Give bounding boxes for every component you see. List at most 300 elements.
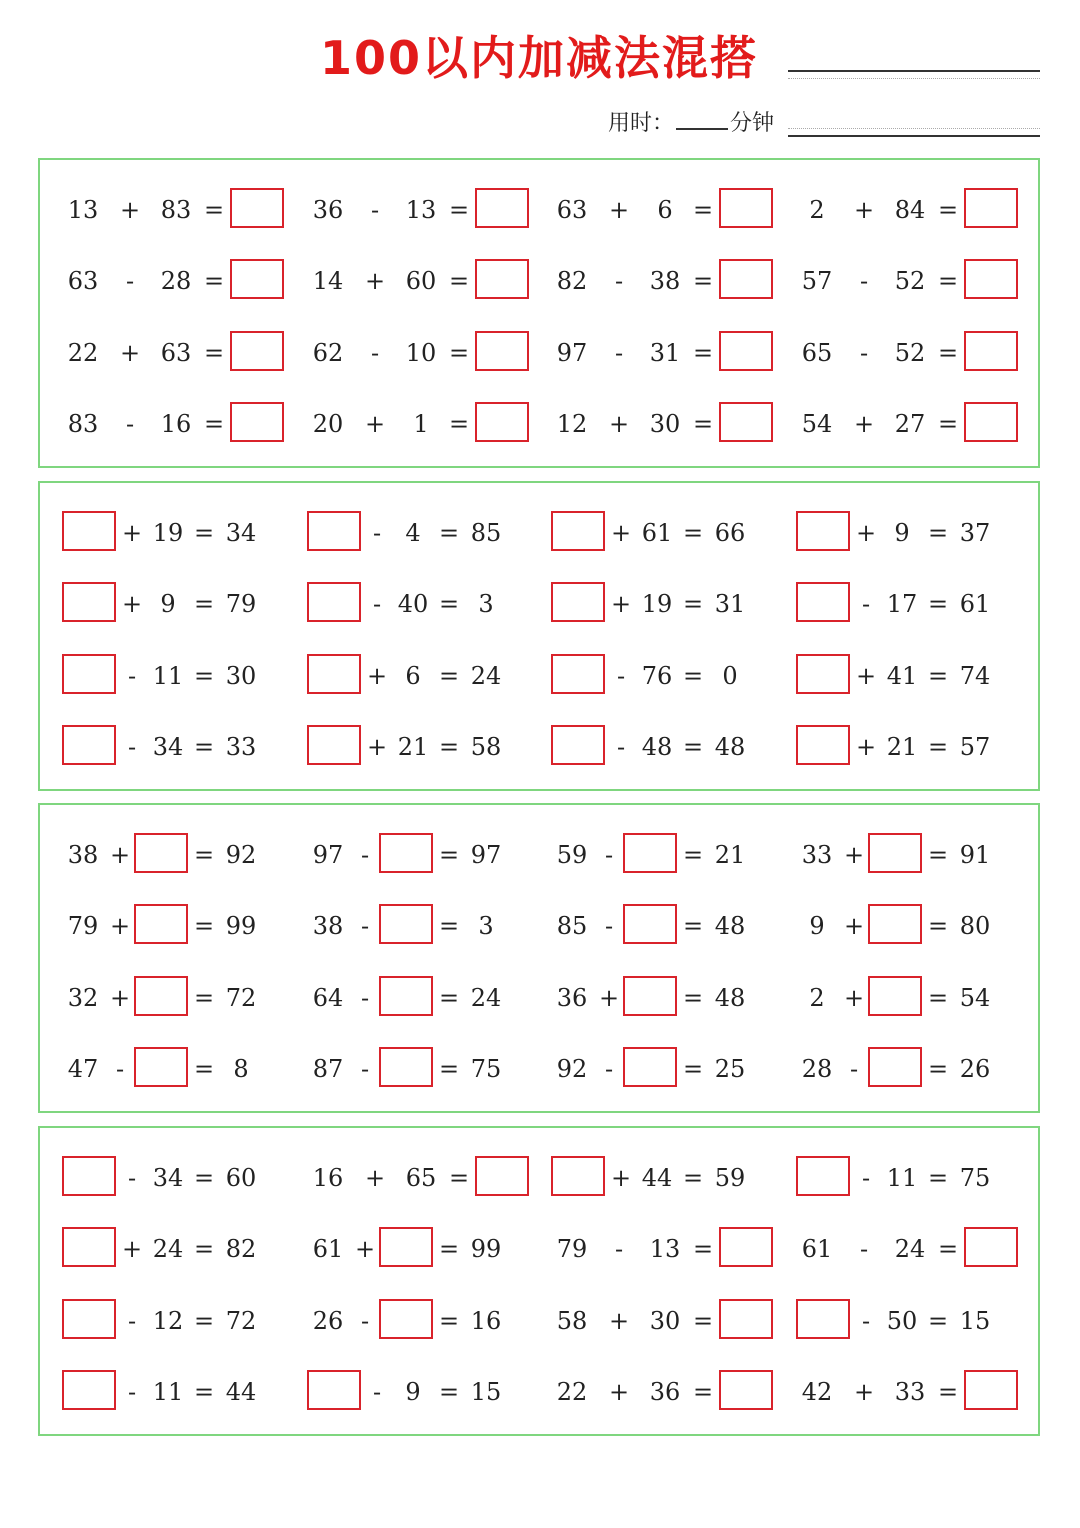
equals-sign: =	[927, 662, 949, 690]
answer-box[interactable]	[307, 511, 361, 551]
equation	[62, 582, 306, 626]
equation	[551, 1370, 795, 1414]
answer-box[interactable]	[307, 654, 361, 694]
operand-number: 57	[801, 267, 833, 295]
problem-row	[40, 511, 1038, 555]
problem-row	[40, 1156, 1038, 1200]
operand-number: 65	[801, 339, 833, 367]
answer-box[interactable]	[475, 188, 529, 228]
result-number: 26	[959, 1055, 991, 1083]
equals-sign: =	[927, 841, 949, 869]
equals-sign: =	[438, 590, 460, 618]
answer-box[interactable]	[964, 1370, 1018, 1410]
equals-sign: =	[682, 590, 704, 618]
operand-number: 79	[67, 912, 99, 940]
result-number: 74	[959, 662, 991, 690]
equation	[796, 1370, 1040, 1414]
operand-number: 87	[312, 1055, 344, 1083]
operand-number: 41	[886, 662, 918, 690]
operator: +	[121, 519, 143, 547]
page-title: 100以内加减法混搭	[320, 31, 759, 85]
operand-number: 52	[894, 339, 926, 367]
operator: +	[853, 196, 875, 224]
operator: +	[610, 590, 632, 618]
problem-section-2	[38, 481, 1040, 791]
operand-number: 60	[405, 267, 437, 295]
operand-number: 38	[67, 841, 99, 869]
problem-row	[40, 976, 1038, 1020]
result-number: 44	[225, 1378, 257, 1406]
result-number: 92	[225, 841, 257, 869]
equals-sign: =	[193, 1235, 215, 1263]
operator: -	[604, 1055, 614, 1083]
answer-box[interactable]	[134, 833, 188, 873]
answer-box[interactable]	[868, 1047, 922, 1087]
equation	[62, 259, 306, 303]
name-line[interactable]	[788, 70, 1040, 72]
answer-box[interactable]	[230, 402, 284, 442]
equation	[307, 833, 551, 877]
answer-box[interactable]	[475, 259, 529, 299]
result-number: 75	[959, 1164, 991, 1192]
equals-sign: =	[438, 519, 460, 547]
equation	[307, 654, 551, 698]
operand-number: 24	[152, 1235, 184, 1263]
operator: -	[859, 1235, 869, 1263]
equals-sign: =	[692, 1307, 714, 1335]
answer-box[interactable]	[623, 976, 677, 1016]
result-number: 75	[470, 1055, 502, 1083]
operator: -	[360, 841, 370, 869]
result-number: 21	[714, 841, 746, 869]
operand-number: 65	[405, 1164, 437, 1192]
result-number: 33	[225, 733, 257, 761]
operand-number: 9	[405, 1378, 421, 1406]
equation	[551, 1156, 795, 1200]
operand-number: 4	[405, 519, 421, 547]
equals-sign: =	[937, 267, 959, 295]
equals-sign: =	[927, 1055, 949, 1083]
answer-box[interactable]	[551, 654, 605, 694]
answer-box[interactable]	[379, 1227, 433, 1267]
equals-sign: =	[927, 1307, 949, 1335]
answer-box[interactable]	[230, 259, 284, 299]
problem-row	[40, 331, 1038, 375]
equals-sign: =	[682, 733, 704, 761]
equation	[307, 402, 551, 446]
operand-number: 38	[312, 912, 344, 940]
operand-number: 28	[160, 267, 192, 295]
problem-section-3	[38, 803, 1040, 1113]
equation	[62, 188, 306, 232]
operand-number: 36	[556, 984, 588, 1012]
answer-box[interactable]	[379, 833, 433, 873]
problem-row	[40, 1227, 1038, 1271]
operator: +	[366, 733, 388, 761]
result-number: 15	[959, 1307, 991, 1335]
answer-box[interactable]	[868, 833, 922, 873]
operator: +	[121, 1235, 143, 1263]
operand-number: 11	[886, 1164, 918, 1192]
answer-box[interactable]	[62, 654, 116, 694]
result-number: 79	[225, 590, 257, 618]
equals-sign: =	[193, 984, 215, 1012]
equation	[796, 582, 1040, 626]
equals-sign: =	[692, 339, 714, 367]
problem-section-1	[38, 158, 1040, 468]
equals-sign: =	[937, 339, 959, 367]
operand-number: 1	[413, 410, 429, 438]
answer-box[interactable]	[964, 1227, 1018, 1267]
operator: +	[364, 410, 386, 438]
answer-box[interactable]	[719, 331, 773, 371]
operator: +	[121, 590, 143, 618]
equals-sign: =	[193, 662, 215, 690]
answer-box[interactable]	[307, 725, 361, 765]
equation	[307, 188, 551, 232]
operator: -	[849, 1055, 859, 1083]
operand-number: 9	[894, 519, 910, 547]
answer-box[interactable]	[230, 331, 284, 371]
equals-sign: =	[193, 1164, 215, 1192]
operator: +	[354, 1235, 376, 1263]
operand-number: 13	[649, 1235, 681, 1263]
equation	[551, 511, 795, 555]
answer-box[interactable]	[134, 904, 188, 944]
equals-sign: =	[193, 1055, 215, 1083]
equation	[551, 259, 795, 303]
equation	[307, 725, 551, 769]
equals-sign: =	[682, 984, 704, 1012]
operator: +	[364, 267, 386, 295]
equals-sign: =	[937, 196, 959, 224]
equation	[62, 833, 306, 877]
operator: -	[372, 519, 382, 547]
equation	[551, 1047, 795, 1091]
equals-sign: =	[937, 410, 959, 438]
result-number: 80	[959, 912, 991, 940]
operand-number: 13	[405, 196, 437, 224]
equals-sign: =	[448, 267, 470, 295]
operator: +	[109, 912, 131, 940]
equation	[796, 1227, 1040, 1271]
equation	[307, 904, 551, 948]
operand-number: 61	[641, 519, 673, 547]
operand-number: 28	[801, 1055, 833, 1083]
answer-box[interactable]	[379, 976, 433, 1016]
answer-box[interactable]	[719, 1370, 773, 1410]
answer-box[interactable]	[551, 511, 605, 551]
operand-number: 6	[405, 662, 421, 690]
answer-box[interactable]	[719, 1299, 773, 1339]
operand-number: 30	[649, 410, 681, 438]
equation	[62, 1227, 306, 1271]
operator: +	[855, 519, 877, 547]
result-number: 54	[959, 984, 991, 1012]
answer-box[interactable]	[307, 1370, 361, 1410]
answer-box[interactable]	[230, 188, 284, 228]
operator: +	[109, 841, 131, 869]
result-number: 48	[714, 733, 746, 761]
operand-number: 63	[67, 267, 99, 295]
operand-number: 36	[649, 1378, 681, 1406]
result-number: 24	[470, 984, 502, 1012]
equation	[796, 725, 1040, 769]
operand-number: 20	[312, 410, 344, 438]
operator: -	[360, 1055, 370, 1083]
answer-box[interactable]	[796, 1299, 850, 1339]
operand-number: 82	[556, 267, 588, 295]
equals-sign: =	[193, 519, 215, 547]
answer-box[interactable]	[551, 1156, 605, 1196]
operator: -	[616, 733, 626, 761]
equation	[62, 725, 306, 769]
answer-box[interactable]	[62, 1227, 116, 1267]
equation	[62, 1047, 306, 1091]
equation	[62, 976, 306, 1020]
equals-sign: =	[692, 267, 714, 295]
operand-number: 22	[67, 339, 99, 367]
equals-sign: =	[927, 912, 949, 940]
equation	[551, 725, 795, 769]
answer-box[interactable]	[551, 582, 605, 622]
answer-box[interactable]	[475, 402, 529, 442]
operand-number: 24	[894, 1235, 926, 1263]
answer-box[interactable]	[379, 1047, 433, 1087]
answer-box[interactable]	[964, 188, 1018, 228]
time-label: 用时：	[608, 111, 675, 136]
operand-number: 16	[312, 1164, 344, 1192]
answer-box[interactable]	[134, 976, 188, 1016]
operator: -	[614, 1235, 624, 1263]
answer-box[interactable]	[719, 402, 773, 442]
operand-number: 9	[160, 590, 176, 618]
operand-number: 26	[312, 1307, 344, 1335]
equation	[551, 331, 795, 375]
operand-number: 84	[894, 196, 926, 224]
answer-box[interactable]	[62, 511, 116, 551]
problem-row	[40, 402, 1038, 446]
equation	[796, 188, 1040, 232]
result-number: 37	[959, 519, 991, 547]
operator: +	[853, 1378, 875, 1406]
equals-sign: =	[438, 841, 460, 869]
operand-number: 31	[649, 339, 681, 367]
equation	[551, 833, 795, 877]
equation	[307, 1047, 551, 1091]
answer-box[interactable]	[623, 1047, 677, 1087]
operator: -	[861, 1164, 871, 1192]
answer-box[interactable]	[796, 582, 850, 622]
operand-number: 85	[556, 912, 588, 940]
result-number: 25	[714, 1055, 746, 1083]
equals-sign: =	[682, 662, 704, 690]
operand-number: 27	[894, 410, 926, 438]
operand-number: 11	[152, 662, 184, 690]
equals-sign: =	[438, 733, 460, 761]
equals-sign: =	[692, 1378, 714, 1406]
operator: +	[364, 1164, 386, 1192]
result-number: 58	[470, 733, 502, 761]
time-unit: 分钟	[730, 111, 775, 136]
operand-number: 47	[67, 1055, 99, 1083]
equation	[796, 1299, 1040, 1343]
answer-box[interactable]	[62, 1370, 116, 1410]
equals-sign: =	[448, 1164, 470, 1192]
operator: +	[608, 196, 630, 224]
answer-box[interactable]	[719, 188, 773, 228]
operand-number: 58	[556, 1307, 588, 1335]
time-dotted-guide	[788, 128, 1040, 129]
answer-box[interactable]	[719, 259, 773, 299]
time-extra-line[interactable]	[788, 135, 1040, 137]
answer-box[interactable]	[551, 725, 605, 765]
operand-number: 6	[657, 196, 673, 224]
answer-box[interactable]	[719, 1227, 773, 1267]
problem-row	[40, 188, 1038, 232]
operator: -	[127, 1378, 137, 1406]
equation	[307, 259, 551, 303]
equation	[796, 259, 1040, 303]
operand-number: 52	[894, 267, 926, 295]
result-number: 91	[959, 841, 991, 869]
answer-box[interactable]	[796, 1156, 850, 1196]
result-number: 72	[225, 984, 257, 1012]
answer-box[interactable]	[62, 1156, 116, 1196]
operator: -	[859, 339, 869, 367]
answer-box[interactable]	[475, 1156, 529, 1196]
result-number: 48	[714, 984, 746, 1012]
answer-box[interactable]	[796, 511, 850, 551]
result-number: 99	[470, 1235, 502, 1263]
operand-number: 76	[641, 662, 673, 690]
equals-sign: =	[682, 1164, 704, 1192]
operand-number: 42	[801, 1378, 833, 1406]
answer-box[interactable]	[964, 402, 1018, 442]
operator: +	[608, 410, 630, 438]
equation	[551, 654, 795, 698]
answer-box[interactable]	[134, 1047, 188, 1087]
operand-number: 12	[152, 1307, 184, 1335]
answer-box[interactable]	[62, 725, 116, 765]
problem-section-4	[38, 1126, 1040, 1436]
operator: +	[366, 662, 388, 690]
operand-number: 83	[67, 410, 99, 438]
operand-number: 83	[160, 196, 192, 224]
operand-number: 19	[152, 519, 184, 547]
operand-number: 14	[312, 267, 344, 295]
operand-number: 59	[556, 841, 588, 869]
equation	[551, 1227, 795, 1271]
answer-box[interactable]	[868, 904, 922, 944]
operand-number: 34	[152, 733, 184, 761]
equation	[62, 402, 306, 446]
equals-sign: =	[682, 841, 704, 869]
operator: +	[109, 984, 131, 1012]
operand-number: 11	[152, 1378, 184, 1406]
equation	[796, 1156, 1040, 1200]
equals-sign: =	[682, 1055, 704, 1083]
equation	[62, 1156, 306, 1200]
problem-row	[40, 582, 1038, 626]
equation	[796, 511, 1040, 555]
equals-sign: =	[193, 912, 215, 940]
answer-box[interactable]	[964, 259, 1018, 299]
operand-number: 9	[809, 912, 825, 940]
equation	[307, 976, 551, 1020]
answer-box[interactable]	[796, 725, 850, 765]
operator: -	[360, 984, 370, 1012]
equals-sign: =	[927, 590, 949, 618]
operand-number: 13	[67, 196, 99, 224]
operand-number: 17	[886, 590, 918, 618]
answer-box[interactable]	[379, 1299, 433, 1339]
operator: -	[127, 1307, 137, 1335]
equals-sign: =	[682, 912, 704, 940]
answer-box[interactable]	[62, 1299, 116, 1339]
equals-sign: =	[438, 1235, 460, 1263]
operand-number: 40	[397, 590, 429, 618]
operand-number: 10	[405, 339, 437, 367]
operand-number: 44	[641, 1164, 673, 1192]
result-number: 8	[233, 1055, 249, 1083]
operand-number: 61	[312, 1235, 344, 1263]
equals-sign: =	[203, 339, 225, 367]
operand-number: 61	[801, 1235, 833, 1263]
operator: -	[125, 410, 135, 438]
minutes-blank[interactable]	[676, 110, 728, 130]
result-number: 60	[225, 1164, 257, 1192]
operator: -	[604, 841, 614, 869]
result-number: 61	[959, 590, 991, 618]
operator: +	[608, 1378, 630, 1406]
answer-box[interactable]	[796, 654, 850, 694]
result-number: 48	[714, 912, 746, 940]
equation	[551, 904, 795, 948]
equals-sign: =	[193, 841, 215, 869]
answer-box[interactable]	[307, 582, 361, 622]
operator: +	[119, 196, 141, 224]
answer-box[interactable]	[868, 976, 922, 1016]
operand-number: 33	[801, 841, 833, 869]
answer-box[interactable]	[623, 833, 677, 873]
equation	[307, 1299, 551, 1343]
equals-sign: =	[448, 196, 470, 224]
answer-box[interactable]	[964, 331, 1018, 371]
operator: -	[616, 662, 626, 690]
answer-box[interactable]	[475, 331, 529, 371]
operator: -	[127, 662, 137, 690]
operator: -	[115, 1055, 125, 1083]
operator: +	[843, 984, 865, 1012]
problem-row	[40, 1299, 1038, 1343]
equation	[62, 511, 306, 555]
operand-number: 48	[641, 733, 673, 761]
operator: +	[853, 410, 875, 438]
equals-sign: =	[193, 590, 215, 618]
answer-box[interactable]	[379, 904, 433, 944]
result-number: 66	[714, 519, 746, 547]
equation	[62, 654, 306, 698]
operand-number: 32	[67, 984, 99, 1012]
answer-box[interactable]	[62, 582, 116, 622]
operator: -	[360, 1307, 370, 1335]
equation	[796, 331, 1040, 375]
answer-box[interactable]	[623, 904, 677, 944]
operand-number: 36	[312, 196, 344, 224]
equation	[796, 402, 1040, 446]
equals-sign: =	[438, 1378, 460, 1406]
